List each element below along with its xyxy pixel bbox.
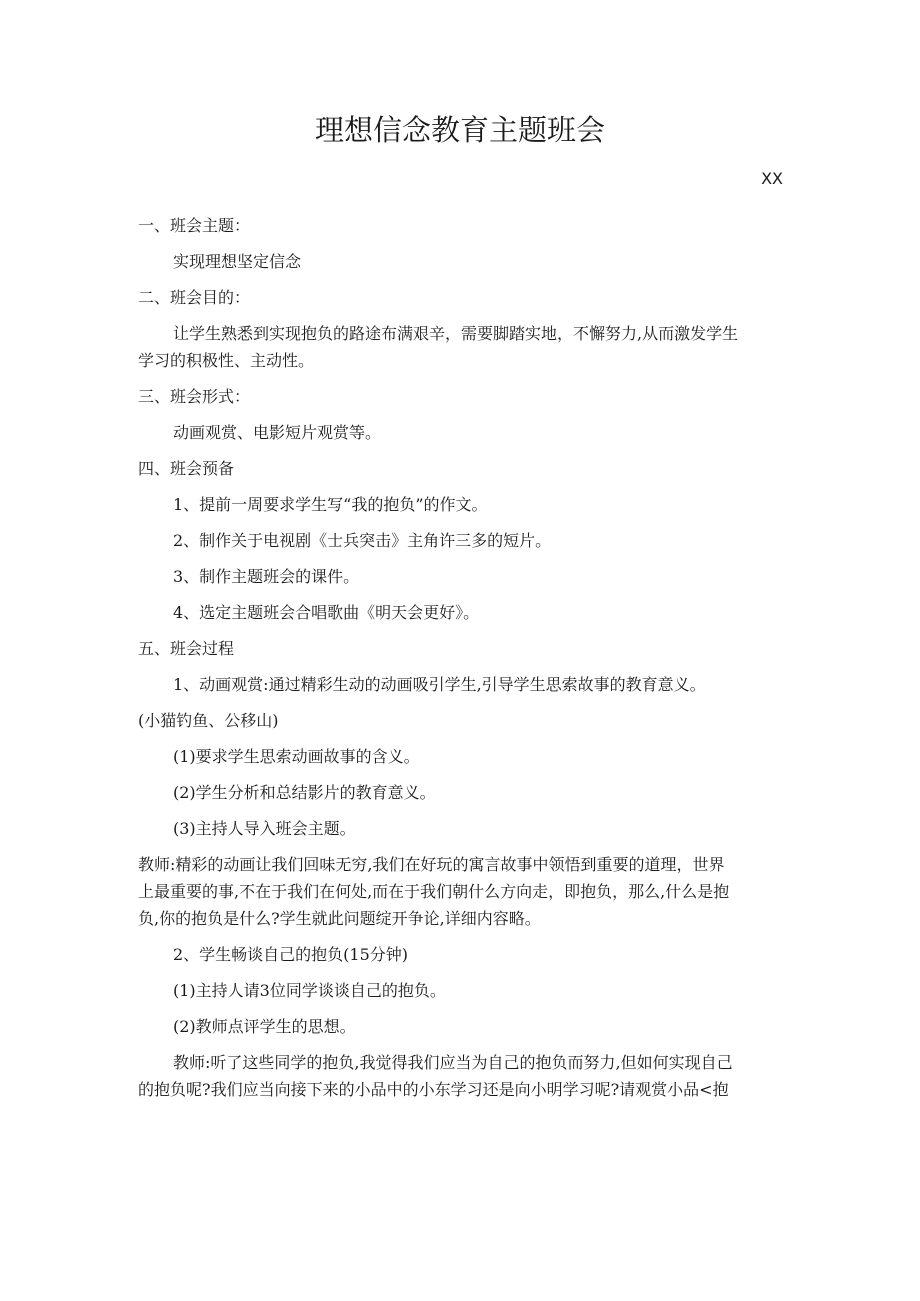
document-body (138, 212, 784, 1112)
document-title: 理想信念教育主题班会 (314, 113, 605, 147)
paragraph-line: 负,你的抱负是什么?学生就此问题绽开争论,详细内容略。 (138, 909, 541, 928)
paragraph-line: 上最重要的事,不在于我们在何处,而在于我们朝什么方向走，即抱负，那么,什么是抱 (138, 882, 730, 901)
list-item: 1、动画观赏:通过精彩生动的动画吸引学生,引导学生思索故事的教育意义。 (173, 675, 706, 694)
list-item: 2、学生畅谈自己的抱负(15分钟) (173, 945, 409, 964)
list-item: (3)主持人导入班会主题。 (173, 819, 356, 838)
document-author: XX (761, 169, 783, 188)
paragraph-line: 教师:听了这些同学的抱负,我觉得我们应当为自己的抱负而努力,但如何实现自己 (173, 1053, 733, 1072)
list-item: 2、制作关于电视剧《士兵突击》主角许三多的短片。 (173, 531, 552, 550)
paragraph: 动画观赏、电影短片观赏等。 (173, 423, 382, 442)
paragraph (138, 1049, 784, 1103)
paragraph (138, 320, 784, 374)
list-item: (1)要求学生思索动画故事的含义。 (173, 747, 420, 766)
section-heading-theme: 一、班会主题： (138, 216, 251, 235)
section-heading-purpose: 二、班会目的： (138, 288, 251, 307)
list-item: (2)教师点评学生的思想。 (173, 1017, 356, 1036)
list-item: 3、制作主题班会的课件。 (173, 567, 360, 586)
paragraph-line: 学习的积极性、主动性。 (138, 351, 315, 370)
section-heading-preparation: 四、班会预备 (138, 459, 235, 478)
paragraph: 实现理想坚定信念 (173, 252, 302, 271)
section-heading-format: 三、班会形式： (138, 387, 251, 406)
paragraph (138, 851, 784, 932)
list-item: 4、选定主题班会合唱歌曲《明天会更好》。 (173, 603, 480, 622)
paragraph: (小猫钓鱼、公移山) (138, 711, 279, 730)
list-item: (1)主持人请3位同学谈谈自己的抱负。 (173, 981, 446, 1000)
section-heading-process: 五、班会过程 (138, 639, 235, 658)
paragraph-line: 让学生熟悉到实现抱负的路途布满艰辛，需要脚踏实地，不懈努力,从而激发学生 (173, 324, 739, 343)
list-item: (2)学生分析和总结影片的教育意义。 (173, 783, 436, 802)
paragraph-line: 教师:精彩的动画让我们回味无穷,我们在好玩的寓言故事中领悟到重要的道理，世界 (138, 855, 725, 874)
paragraph-line: 的抱负呢?我们应当向接下来的小品中的小东学习还是向小明学习呢?请观赏小品<抱 (138, 1080, 729, 1099)
list-item: 1、提前一周要求学生写“我的抱负”的作文。 (173, 495, 488, 514)
